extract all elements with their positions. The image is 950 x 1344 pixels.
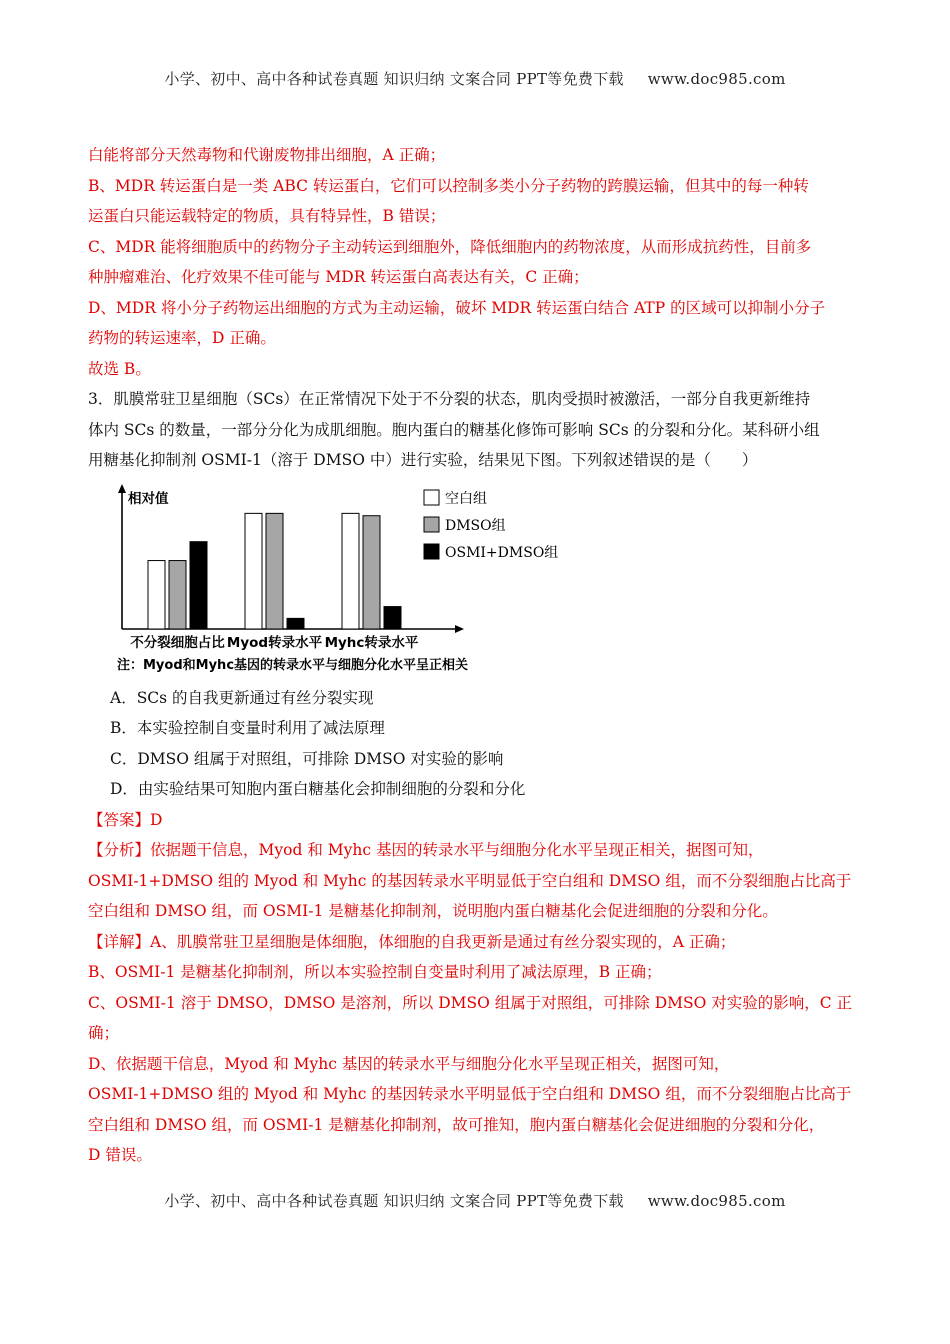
detail-text: A、肌膜常驻卫星细胞是体细胞，体细胞的自我更新是通过有丝分裂实现的，A 正确； bbox=[150, 932, 736, 951]
detail-line: OSMI-1+DMSO 组的 Myod 和 Myhc 的基因转录水平明显低于空白组和 DMSO 组，而不分裂细胞占比高于 bbox=[88, 1085, 852, 1103]
bar-1-series-2 bbox=[287, 618, 304, 629]
prev-answer-line: C、MDR 能将细胞质中的药物分子主动转运到细胞外，降低细胞内的药物浓度，从而形成抗药性，目前多 bbox=[88, 237, 812, 256]
option-b: B．本实验控制自变量时利用了减法原理 bbox=[110, 719, 385, 737]
bar-chart-svg bbox=[114, 484, 614, 679]
bar-2-series-0 bbox=[342, 513, 359, 629]
previous-answer-section bbox=[88, 140, 860, 384]
analysis-text: 依据题干信息，Myod 和 Myhc 基因的转录水平与细胞分化水平呈现正相关，据图可知， bbox=[150, 841, 764, 859]
detail-line: C、OSMI-1 溶于 DMSO，DMSO 是溶剂，所以 DMSO 组属于对照组，可排除 DMSO 对实验的影响，C 正 bbox=[88, 993, 853, 1012]
analysis-line: 空白组和 DMSO 组，而 OSMI-1 是糖基化抑制剂，说明胞内蛋白糖基化会促进细胞的分裂和分化。 bbox=[88, 902, 778, 920]
bar-0-series-2 bbox=[190, 541, 207, 628]
header-url[interactable]: www.doc985.com bbox=[647, 70, 786, 88]
footer-text: 小学、初中、高中各种试卷真题 知识归纳 文案合同 PPT等免费下载 bbox=[164, 1192, 624, 1210]
answer-value: D bbox=[150, 810, 163, 829]
prev-answer-line: 运蛋白只能运载特定的物质，具有特异性，B 错误； bbox=[88, 207, 446, 225]
detail-section bbox=[88, 927, 860, 1171]
x-tick-label: Myod转录水平 bbox=[226, 634, 323, 651]
prev-answer-line: 药物的转运速率，D 正确。 bbox=[88, 329, 276, 347]
option-d: D．由实验结果可知胞内蛋白糖基化会抑制细胞的分裂和分化 bbox=[110, 780, 526, 798]
x-tick-label: Myhc转录水平 bbox=[324, 634, 419, 651]
page-footer bbox=[0, 1190, 950, 1211]
bar-1-series-1 bbox=[266, 513, 283, 629]
answer-section bbox=[88, 805, 860, 836]
option-c: C．DMSO 组属于对照组，可排除 DMSO 对实验的影响 bbox=[110, 749, 504, 768]
prev-answer-line: D、MDR 将小分子药物运出细胞的方式为主动运输，破坏 MDR 转运蛋白结合 ATP 的区域可以抑制小分子 bbox=[88, 298, 826, 317]
header-text: 小学、初中、高中各种试卷真题 知识归纳 文案合同 PPT等免费下载 bbox=[164, 70, 624, 88]
answer-line bbox=[88, 805, 860, 836]
question-line: 用糖基化抑制剂 OSMI-1（溶于 DMSO 中）进行实验，结果见下图。下列叙述错误的是（ ） bbox=[88, 451, 758, 469]
question-line: 体内 SCs 的数量，一部分分化为成肌细胞。胞内蛋白的糖基化修饰可影响 SCs 的分裂和分化。某科研小组 bbox=[88, 420, 820, 439]
analysis-line: OSMI-1+DMSO 组的 Myod 和 Myhc 的基因转录水平明显低于空白组和 DMSO 组，而不分裂细胞占比高于 bbox=[88, 871, 852, 890]
analysis-label: 【分析】 bbox=[88, 841, 151, 859]
prev-answer-line: 故选 B。 bbox=[88, 359, 151, 378]
detail-line: B、OSMI-1 是糖基化抑制剂，所以本实验控制自变量时利用了减法原理，B 正确； bbox=[88, 963, 662, 981]
prev-answer-line: 种肿瘤难治、化疗效果不佳可能与 MDR 转运蛋白高表达有关，C 正确； bbox=[88, 268, 589, 286]
bar-2-series-2 bbox=[384, 606, 401, 628]
legend-swatch bbox=[424, 544, 439, 559]
prev-answer-line: B、MDR 转运蛋白是一类 ABC 转运蛋白，它们可以控制多类小分子药物的跨膜运输，但其中的每一种转 bbox=[88, 176, 809, 195]
document-body bbox=[88, 140, 860, 1171]
question-line: 3．肌膜常驻卫星细胞（SCs）在正常情况下处于不分裂的状态，肌肉受损时被激活，一部分自我更新维持 bbox=[88, 390, 811, 408]
bar-chart bbox=[114, 484, 614, 679]
option-a: A．SCs 的自我更新通过有丝分裂实现 bbox=[110, 688, 374, 707]
detail-line: D、依据题干信息，Myod 和 Myhc 基因的转录水平与细胞分化水平呈现正相关，据图可知， bbox=[88, 1054, 730, 1073]
question-3 bbox=[88, 384, 860, 805]
legend-swatch bbox=[424, 490, 439, 505]
bar-0-series-1 bbox=[169, 560, 186, 628]
prev-answer-line: 白能将部分天然毒物和代谢废物排出细胞，A 正确； bbox=[88, 146, 446, 164]
answer-label: 【答案】 bbox=[88, 810, 151, 829]
x-axis-arrow bbox=[455, 625, 464, 633]
y-axis-label: 相对值 bbox=[128, 490, 169, 507]
bar-1-series-0 bbox=[245, 513, 262, 629]
legend-label: DMSO组 bbox=[445, 517, 506, 534]
y-axis-arrow bbox=[118, 484, 126, 493]
footer-url[interactable]: www.doc985.com bbox=[647, 1192, 786, 1210]
detail-line bbox=[88, 927, 860, 958]
bar-2-series-1 bbox=[363, 515, 380, 628]
page-header bbox=[0, 68, 950, 89]
x-tick-label: 不分裂细胞占比 bbox=[130, 634, 225, 651]
detail-line: 空白组和 DMSO 组，而 OSMI-1 是糖基化抑制剂，故可推知，胞内蛋白糖基化会促进细胞的分裂和分化， bbox=[88, 1115, 825, 1134]
legend-label: 空白组 bbox=[445, 490, 487, 507]
detail-label: 【详解】 bbox=[88, 932, 151, 951]
analysis-section bbox=[88, 835, 860, 927]
detail-line: D 错误。 bbox=[88, 1146, 152, 1164]
detail-line: 确； bbox=[88, 1024, 120, 1042]
legend-label: OSMI+DMSO组 bbox=[445, 544, 559, 561]
analysis-line bbox=[88, 835, 860, 866]
chart-note: 注：Myod和Myhc基因的转录水平与细胞分化水平呈正相关 bbox=[117, 657, 469, 673]
bar-0-series-0 bbox=[148, 560, 165, 628]
legend-swatch bbox=[424, 517, 439, 532]
